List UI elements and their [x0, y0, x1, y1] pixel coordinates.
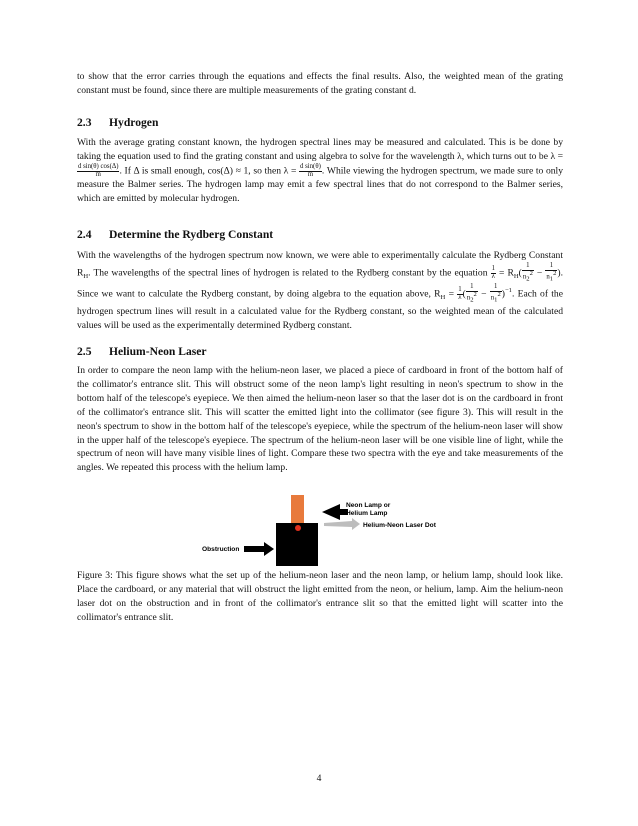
fraction-denominator: m — [95, 170, 101, 178]
section-number: 2.3 — [77, 116, 92, 129]
laser-dot-label: Helium-Neon Laser Dot — [363, 522, 436, 529]
hydrogen-text-1: With the average grating constant known, the hydrogen spectral lines may be measured and calculated. This is be done by taking the equation used to find the grating constant and using algebra to solve for the wavelength λ, which turns out to be λ = — [77, 137, 563, 162]
equation-fraction: $\frac{1}{n_2^2}$ — [522, 261, 533, 283]
page-number: 4 — [316, 773, 322, 784]
hydrogen-text-3: . While viewing the hydrogen spectrum, we made sure to only measure the Balmer series. The hydrogen lamp may emit a few spectral lines that do not correspond to the Balmer series, which are emitted by molecular hydrogen. — [77, 165, 564, 205]
section-title: Hydrogen — [109, 116, 159, 129]
rydberg-text-1: With the wavelengths of the hydrogen spectrum now known, we were able to experimentally calculate the Rydberg Constant R — [77, 250, 563, 279]
section-number: 2.4 — [77, 228, 92, 241]
figure-caption: Figure 3: This figure shows what the set up of the helium-neon laser and the neon lamp, or helium lamp, should look like. Place the cardboard, or any material that will obstruct the light emitted from the neon, or helium, lamp. Aim the helium-neon laser dot on the obstruction and in front of the collimator's entrance slit so that the emitted light will scatter into the collimator's entrance slit. — [77, 570, 563, 623]
equation-part: = — [448, 288, 454, 300]
lamp-arrow — [322, 504, 348, 520]
obstruction-arrow — [244, 542, 274, 556]
section-number: 2.5 — [77, 345, 92, 358]
fraction-denominator: m — [307, 170, 314, 178]
wavelength-fraction-simplified — [299, 164, 322, 179]
equation-part: = R — [499, 267, 514, 279]
lamp-label-line-1: Neon Lamp or — [346, 502, 391, 509]
equation-fraction: $\frac{1}{n_2^2}$ — [466, 283, 477, 304]
equation-fraction: $\frac{1}{\lambda}$ — [491, 264, 495, 280]
laser-dot — [295, 525, 301, 531]
intro-paragraph: to show that the error carries through the equations and effects the final results. Also, the weighted mean of the grating constant must be found, since there are multiple measurements of the grating constant d. — [77, 71, 563, 96]
rydberg-text-2: . The wavelengths of the spectral lines of hydrogen is related to the Rydberg constant by the equation — [88, 267, 488, 279]
equation-fraction: $\frac{1}{\lambda}$ — [458, 285, 462, 301]
subscript-h: H — [83, 273, 89, 281]
rydberg-paragraph: With the wavelengths of the hydrogen spectrum now known, we were able to experimentally calculate the Rydberg Constant $R_H$. The wavelengths of the spectral lines of hydrogen is related to the Rydberg constant by the equation $\frac{1}{\lambda}$ = $R_H$( $\frac{1}{n_2^2}$ − $\frac{1}{n_1^2}$ ). Since we want to calculate the Rydberg constant, by doing algebra to the equation above, $R_H$ = $\frac{1}{\lambda}$ ( $\frac{1}{n_2^2}$ − $\frac{1}{n_1^2}$ )$^{-1}$. Each of the hydrogen spectrum lines will result in a calculated value for the Rydberg constant, so the weighted mean of the calculated values will be used as the experimentally determined Rydberg constant. — [77, 250, 563, 332]
equation-fraction: $\frac{1}{n_1^2}$ — [490, 283, 501, 304]
equation-fraction: $\frac{1}{n_1^2}$ — [546, 261, 557, 283]
section-heading-hydrogen — [77, 116, 158, 129]
laser-paragraph: In order to compare the neon lamp with the helium-neon laser, we placed a piece of cardboard in front of the bottom half of the collimator's entrance slit. This will obstruct some of the neon lamp's light resulting in neon's spectrum to show in the bottom half of the telescope's eyepiece. We then aimed the helium-neon laser so that the laser dot is on the cardboard in front of the collimator's entrance slit. This will scatter the emitted light into the collimator (see figure 3). This will result in the neon's spectrum to show in the bottom half of the telescope's eyepiece, while the spectrum of the helium-neon laser will show in the upper half of the telescope's eyepiece. The spectrum of the helium-neon laser will be one visible line of light, while the spectrum of neon will have many visible lines of light. Compare these two spectra with the eye and take measurements of the angles. We repeated this process with the helium lamp. — [77, 365, 563, 474]
section-heading-rydberg — [77, 228, 273, 241]
wavelength-fraction — [77, 164, 119, 179]
fraction-numerator: d sin(θ) — [300, 162, 321, 170]
section-heading-laser — [77, 345, 207, 358]
rydberg-text-3: . Since we want to calculate the Rydberg constant, by doing algebra to the equation above, R — [77, 267, 563, 300]
hydrogen-text-2: . If Δ is small enough, cos(Δ) ≈ 1, so then λ = — [119, 165, 297, 177]
laser-arrow — [324, 518, 360, 530]
obstruction-label: Obstruction — [202, 546, 240, 553]
lamp-label-line-2: Helium Lamp — [346, 510, 388, 517]
section-title: Determine the Rydberg Constant — [109, 228, 274, 241]
hydrogen-paragraph — [77, 136, 563, 206]
fraction-numerator: d sin(θ) cos(Δ) — [78, 162, 119, 170]
section-title: Helium-Neon Laser — [109, 345, 207, 358]
rydberg-text-4: . Each of the hydrogen spectrum lines will result in a calculated value for the Rydberg constant, so the weighted mean of the calculated values will be used as the experimentally determined Rydberg constant. — [77, 288, 563, 332]
